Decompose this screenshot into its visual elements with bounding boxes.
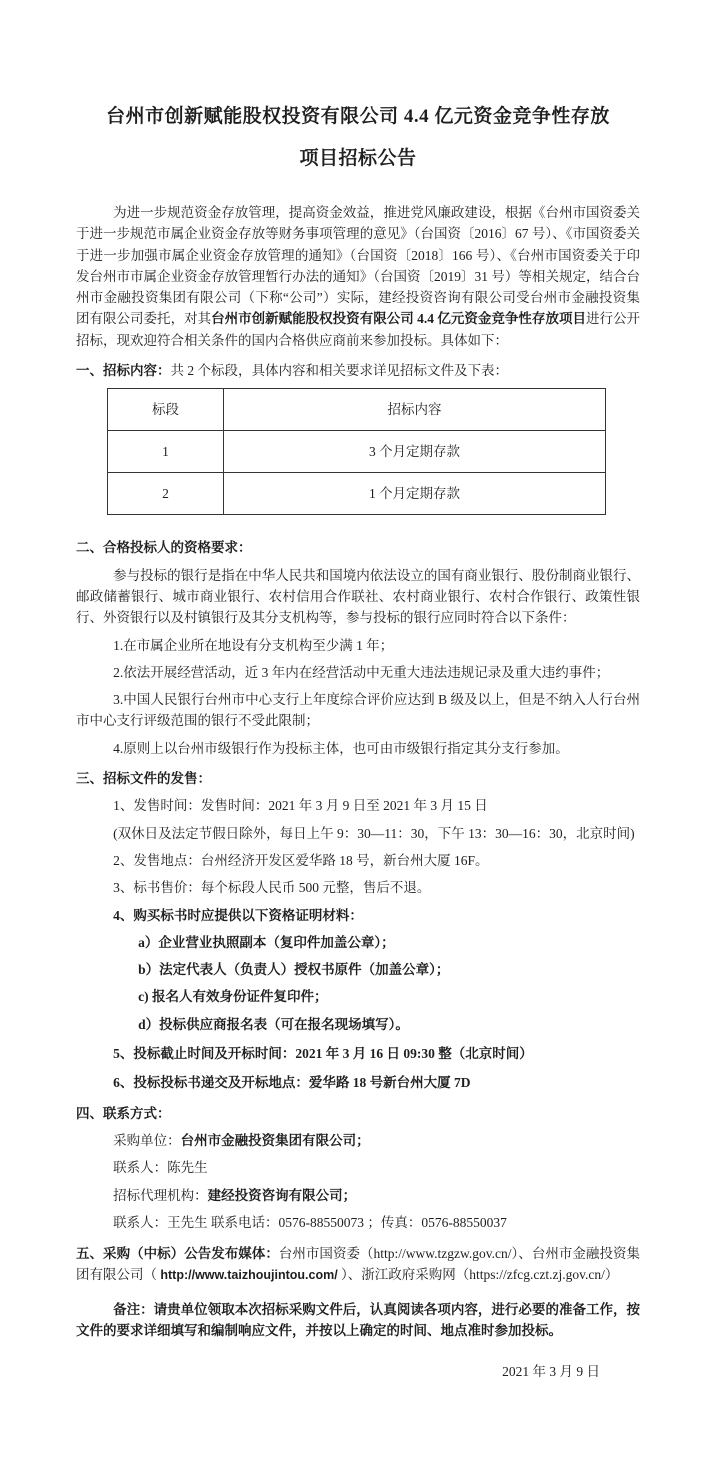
- section-1-lead: 共 2 个标段，具体内容和相关要求详见招标文件及下表：: [170, 363, 508, 379]
- qualification-item: 4.原则上以台州市级银行作为投标主体，也可由市级银行指定其分支行参加。: [113, 740, 569, 756]
- lot-number-cell: 2: [108, 473, 224, 515]
- section-1-heading: 一、招标内容：: [76, 363, 171, 379]
- document-price-item: 3、标书售价：每个标段人民币 500 元整，售后不退。: [113, 880, 431, 896]
- sale-time-item: 1、发售时间：发售时间：2021 年 3 月 9 日至 2021 年 3 月 15 日: [113, 798, 488, 814]
- material-sub-item: a）企业营业执照副本（复印件加盖公章）；: [138, 934, 395, 950]
- agency-name: 建经投资咨询有限公司；: [207, 1187, 357, 1203]
- section-1-line: [76, 360, 640, 381]
- section-4-heading: 四、联系方式：: [76, 1105, 171, 1121]
- material-sub-item: d）投标供应商报名表（可在报名现场填写）。: [138, 1016, 409, 1032]
- qualification-item: 2.依法开展经营活动，近 3 年内在经营活动中无重大违法违规记录及重大违约事件；: [113, 664, 610, 680]
- section-5-heading: 五、采购（中标）公告发布媒体：: [76, 1246, 279, 1262]
- lot-content-cell: 1 个月定期存款: [224, 473, 606, 515]
- lot-content-cell: 3 个月定期存款: [224, 431, 606, 473]
- intro-run3: 进行公开招标，现欢迎符合相关条件的国内合格供应商前来参加投标。具体如下：: [76, 311, 641, 348]
- intro-paragraph: [76, 202, 640, 351]
- table-header-row: [108, 389, 606, 431]
- document-date: 2021 年 3 月 9 日: [502, 1364, 600, 1380]
- lot-number-cell: 1: [108, 431, 224, 473]
- qualification-item: 3.中国人民银行台州市中心支行上年度综合评价应达到 B 级及以上，但是不纳入人行台州市中心支行评级范围的银行不受此限制；: [76, 692, 640, 729]
- purchaser-label: 采购单位：: [113, 1132, 181, 1148]
- purchaser-line: [76, 1130, 640, 1151]
- tender-lots-table: [107, 388, 606, 515]
- section-2-lead: 参与投标的银行是指在中华人民共和国境内依法设立的国有商业银行、股份制商业银行、邮政储蓄银行、城市商业银行、农村信用合作联社、农村商业银行、农村合作银行、政策性银行、外资银行以及村镇银行及其分支机构等，参与投标的银行应同时符合以下条件：: [76, 567, 640, 626]
- column-header-lot: 标段: [108, 389, 224, 431]
- section-3-heading: 三、招标文件的发售：: [76, 771, 211, 787]
- deadline-item: 5、投标截止时间及开标时间：2021 年 3 月 16 日 09:30 整（北京时间）: [113, 1046, 533, 1062]
- material-sub-item: c) 报名人有效身份证件复印件；: [138, 989, 328, 1005]
- document-title-line1: 台州市创新赋能股权投资有限公司 4.4 亿元资金竞争性存放: [106, 106, 610, 127]
- agency-line: [76, 1185, 640, 1206]
- bid-opening-place-item: 6、投标投标书递交及开标地点：爱华路 18 号新台州大厦 7D: [113, 1075, 471, 1091]
- contact-person-line: 联系人：陈先生: [113, 1160, 208, 1176]
- purchaser-name: 台州市金融投资集团有限公司；: [180, 1132, 370, 1148]
- agency-contact-line: 联系人：王先生 联系电话：0576-88550073 ；传真：0576-88550037: [113, 1214, 507, 1230]
- intro-run1: 为进一步规范资金存放管理，提高资金效益，推进党风廉政建设，根据《台州市国资委关于进一步规范市属企业资金存放等财务事项管理的意见》（台国资〔2016〕67 号）、《市国资委关于进一步加强市属企业资金存放管理的通知》（台国资〔2018〕166 号）、《台州市国资委关于印发台州市市属企业资金存放管理暂行办法的通知》（台国资〔2019〕31 号）等相关规定，结合台州市金融投资集团有限公司（下称“公司”）实际，建经投资咨询有限公司受台州市金融投资集团有限公司委托，对其: [76, 205, 640, 327]
- document-title: [76, 96, 640, 180]
- sale-place-item: 2、发售地点：台州经济开发区爱华路 18 号，新台州大厦 16F。: [113, 852, 489, 868]
- media-run3: ）、浙江政府采购网（https://zfcg.czt.zj.gov.cn/）: [337, 1267, 619, 1283]
- media-url: http://www.taizhoujintou.com/: [160, 1268, 338, 1283]
- table-row: [108, 431, 606, 473]
- sale-time-note: (双休日及法定节假日除外，每日上午 9：30—11：30，下午 13：30—16：30，北京时间): [113, 825, 635, 841]
- remark-paragraph: 备注：请贵单位领取本次招标采购文件后，认真阅读各项内容，进行必要的准备工作，按文件的要求详细填写和编制响应文件，并按以上确定的时间、地点准时参加投标。: [76, 1301, 640, 1338]
- purchase-materials-item: 4、购买标书时应提供以下资格证明材料：: [113, 907, 363, 923]
- column-header-content: 招标内容: [224, 389, 606, 431]
- section-2-heading: 二、合格投标人的资格要求：: [76, 540, 252, 556]
- material-sub-item: b）法定代表人（负责人）授权书原件（加盖公章）；: [138, 962, 450, 978]
- document-title-line2: 项目招标公告: [299, 148, 417, 169]
- qualification-item: 1.在市属企业所在地设有分支机构至少满 1 年；: [113, 637, 394, 653]
- agency-label: 招标代理机构：: [113, 1187, 208, 1203]
- table-row: [108, 473, 606, 515]
- project-name-bold: 台州市创新赋能股权投资有限公司 4.4 亿元资金竞争性存放项目: [211, 311, 586, 327]
- media-run1: 台州市国资委（http://www.tzgzw.gov.cn/）、台州市金融投资集团有限公司（: [76, 1246, 640, 1283]
- section-5-paragraph: [76, 1243, 640, 1287]
